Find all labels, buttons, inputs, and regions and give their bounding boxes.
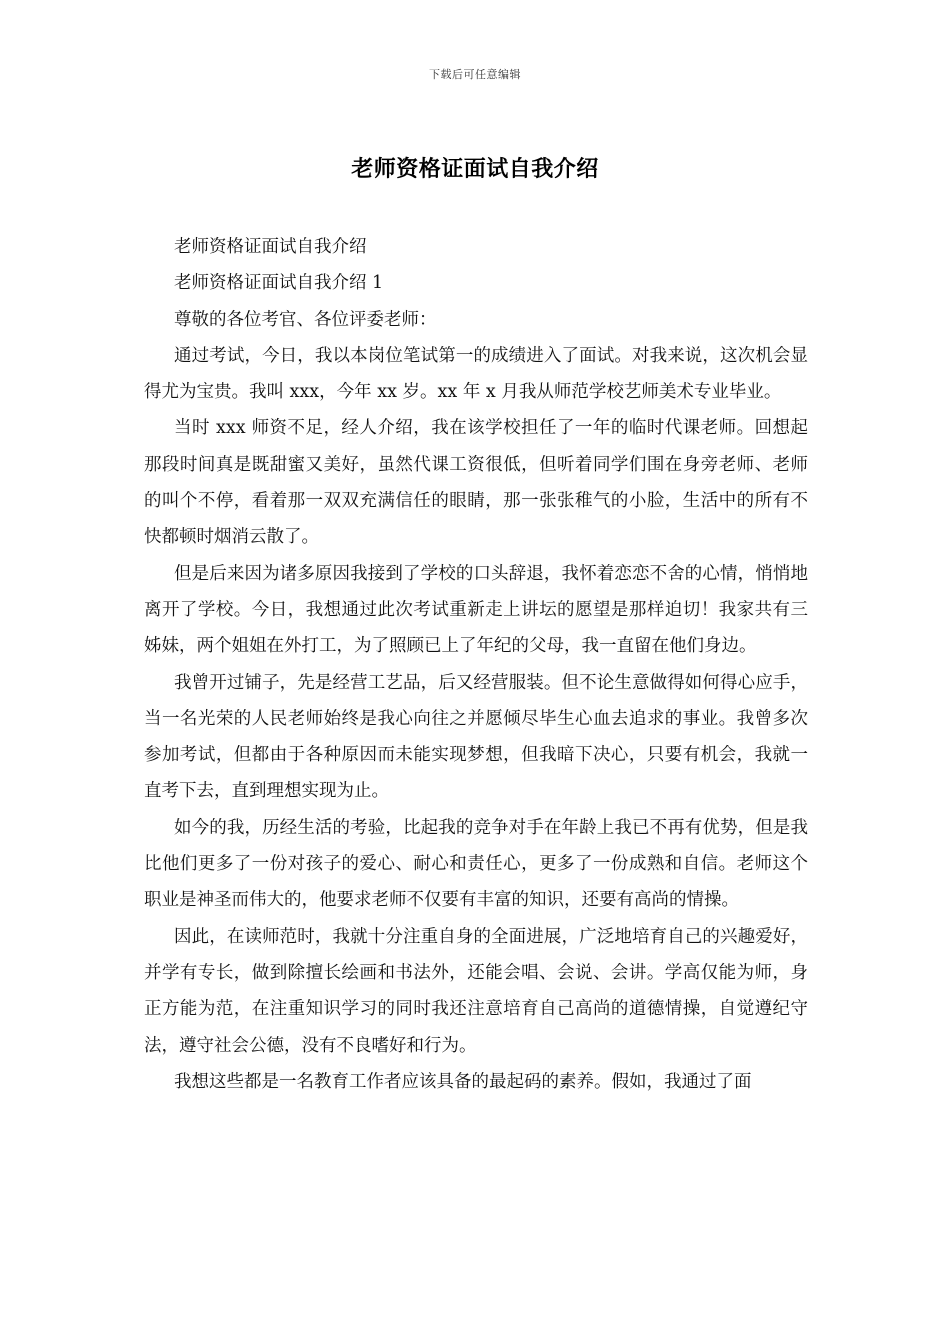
- paragraph: 如今的我，历经生活的考验，比起我的竞争对手在年龄上我已不再有优势，但是我比他们更多了一份对孩子的爱心、耐心和责任心，更多了一份成熟和自信。老师这个职业是神圣而伟大的，他要求老师不仅要有丰富的知识，还要有高尚的情操。: [144, 817, 808, 911]
- paragraph: 老师资格证面试自我介绍 1: [174, 273, 384, 294]
- paragraph: 我想这些都是一名教育工作者应该具备的最起码的素养。假如，我通过了面: [174, 1071, 752, 1092]
- paragraph: 老师资格证面试自我介绍: [174, 237, 367, 257]
- paragraph: 当时 xxx 师资不足，经人介绍，我在该学校担任了一年的临时代课老师。回想起那段时间真是既甜蜜又美好，虽然代课工资很低，但听着同学们围在身旁老师、老师的叫个不停，看着那一双双充满信任的眼睛，那一张张稚气的小脸，生活中的所有不快都顿时烟消云散了。: [144, 418, 808, 548]
- paragraph: 通过考试，今日，我以本岗位笔试第一的成绩进入了面试。对我来说，这次机会显得尤为宝贵。我叫 xxx，今年 xx 岁。xx 年 x 月我从师范学校艺师美术专业毕业。: [144, 345, 808, 403]
- paragraph: 尊敬的各位考官、各位评委老师：: [174, 309, 437, 330]
- paragraph: 我曾开过铺子，先是经营工艺品，后又经营服装。但不论生意做得如何得心应手，当一名光荣的人民老师始终是我心向往之并愿倾尽毕生心血去追求的事业。我曾多次参加考试，但都由于各种原因而未能实现梦想，但我暗下决心，只要有机会，我就一直考下去，直到理想实现为止。: [144, 672, 808, 802]
- document-body: [144, 229, 808, 1100]
- header-note: 下载后可任意编辑: [429, 68, 521, 81]
- paragraph: 因此，在读师范时，我就十分注重自身的全面进展，广泛地培育自己的兴趣爱好，并学有专长，做到除擅长绘画和书法外，还能会唱、会说、会讲。学高仅能为师，身正方能为范，在注重知识学习的同时我还注意培育自己高尚的道德情操，自觉遵纪守法，遵守社会公德，没有不良嗜好和行为。: [144, 926, 808, 1056]
- paragraph: 但是后来因为诸多原因我接到了学校的口头辞退，我怀着恋恋不舍的心情，悄悄地离开了学校。今日，我想通过此次考试重新走上讲坛的愿望是那样迫切！我家共有三姊妹，两个姐姐在外打工，为了照顾已上了年纪的父母，我一直留在他们身边。: [144, 563, 808, 657]
- document-title: 老师资格证面试自我介绍: [351, 156, 599, 182]
